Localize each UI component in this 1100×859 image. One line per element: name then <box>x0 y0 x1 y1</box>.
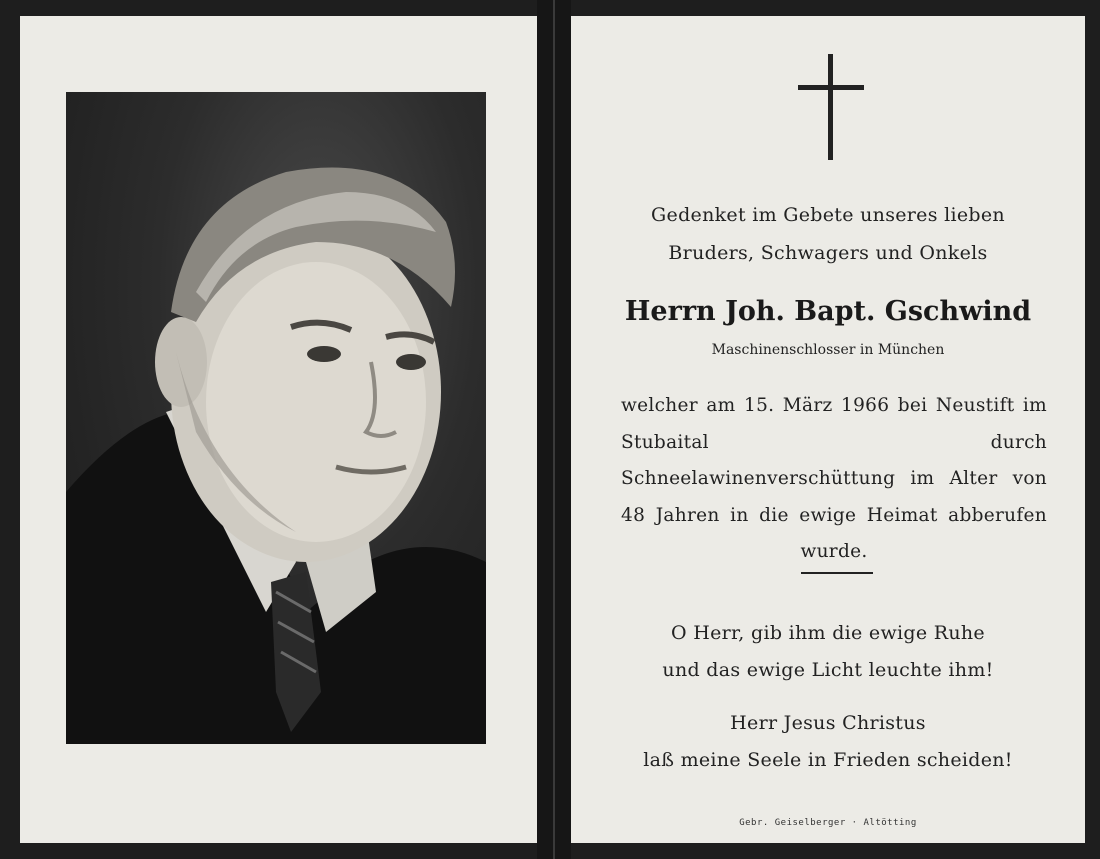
fold-line <box>553 0 555 859</box>
prayer-line-4: laß meine Seele in Frieden scheiden! <box>643 749 1013 771</box>
cross-icon <box>798 54 864 169</box>
divider-line <box>801 572 873 574</box>
deceased-occupation: Maschinenschlosser in München <box>711 342 945 358</box>
left-panel <box>20 16 537 843</box>
right-panel <box>571 16 1085 843</box>
death-notice-text: welcher am 15. März 1966 bei Neustift im Stubaital durch Schneelawinenverschüttung im Alter von 48 Jahren in die ewige Heimat abberufen wurde. <box>621 395 1047 562</box>
prayer-line-2: und das ewige Licht leuchte ihm! <box>662 659 994 681</box>
prayer-line-1: O Herr, gib ihm die ewige Ruhe <box>671 622 985 644</box>
portrait-photo <box>66 92 486 744</box>
deceased-name: Herrn Joh. Bapt. Gschwind <box>624 296 1032 327</box>
printer-imprint: Gebr. Geiselberger · Altötting <box>739 818 917 828</box>
intro-line-2: Bruders, Schwagers und Onkels <box>668 242 988 264</box>
intro-line-1: Gedenket im Gebete unseres lieben <box>651 204 1005 226</box>
portrait-figure <box>66 92 486 744</box>
prayer-line-3: Herr Jesus Christus <box>730 712 926 734</box>
